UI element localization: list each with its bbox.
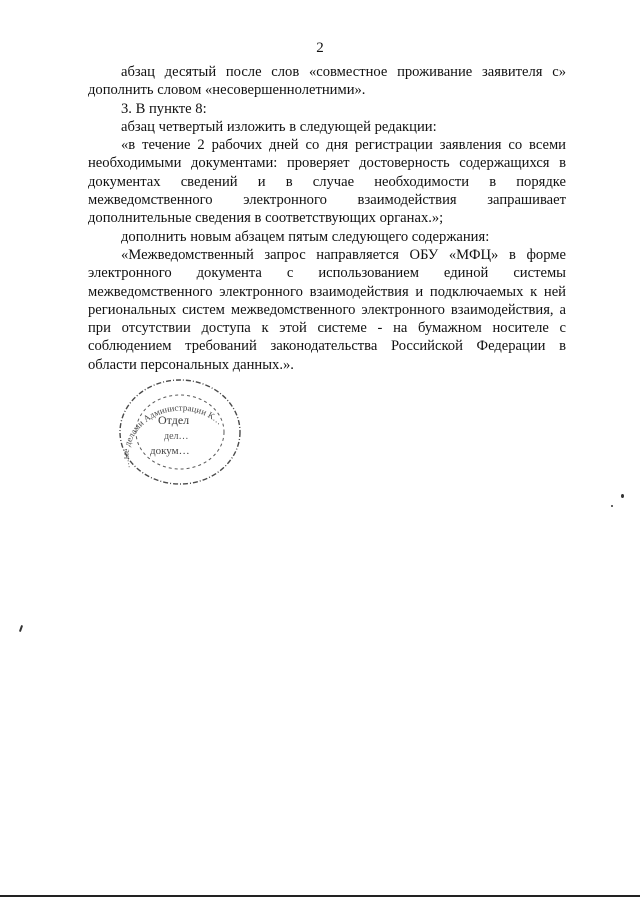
paragraph-fourth-text: «в течение 2 рабочих дней со дня регистрации заявления со всеми необходимыми документами: проверяет достоверность содержащихся в документах сведений и в случае необходимости в порядке межведомственного электронного взаимодействия запрашивает дополнительные сведения в соответствующих органах.»; (88, 137, 566, 227)
scan-speck (611, 505, 613, 507)
stamp-ring-text: …ые делами Администрации К… (120, 402, 225, 470)
paragraph-point-3: 3. В пункте 8: (121, 100, 207, 117)
document-body (88, 63, 566, 374)
official-stamp (114, 376, 246, 488)
stamp-line-3: докум… (150, 445, 190, 457)
scan-speck (19, 625, 23, 632)
page-bottom-edge (0, 895, 640, 897)
stamp-line-2: дел… (164, 431, 189, 442)
paragraph-fifth-text: «Межведомственный запрос направляется ОБУ «МФЦ» в форме электронного документа с использованием единой системы межведомственного электронного взаимодействия и подключаемых к ней региональных систем межведомственного электронного взаимодействия, а при отсутствии доступа к этой системе - на бумажном носителе с соблюдением требований законодательства Российской Федерации в области персональных данных.». (88, 246, 566, 373)
paragraph-fifth-heading: дополнить новым абзацем пятым следующего содержания: (121, 228, 490, 245)
page-number: 2 (316, 40, 324, 56)
scan-speck (621, 494, 624, 498)
paragraph-amendment-tenth: абзац десятый после слов «совместное проживание заявителя с» дополнить словом «несовершеннолетними». (88, 64, 566, 99)
stamp-line-1: Отдел (158, 413, 190, 427)
paragraph-fourth-heading: абзац четвертый изложить в следующей редакции: (121, 118, 437, 135)
